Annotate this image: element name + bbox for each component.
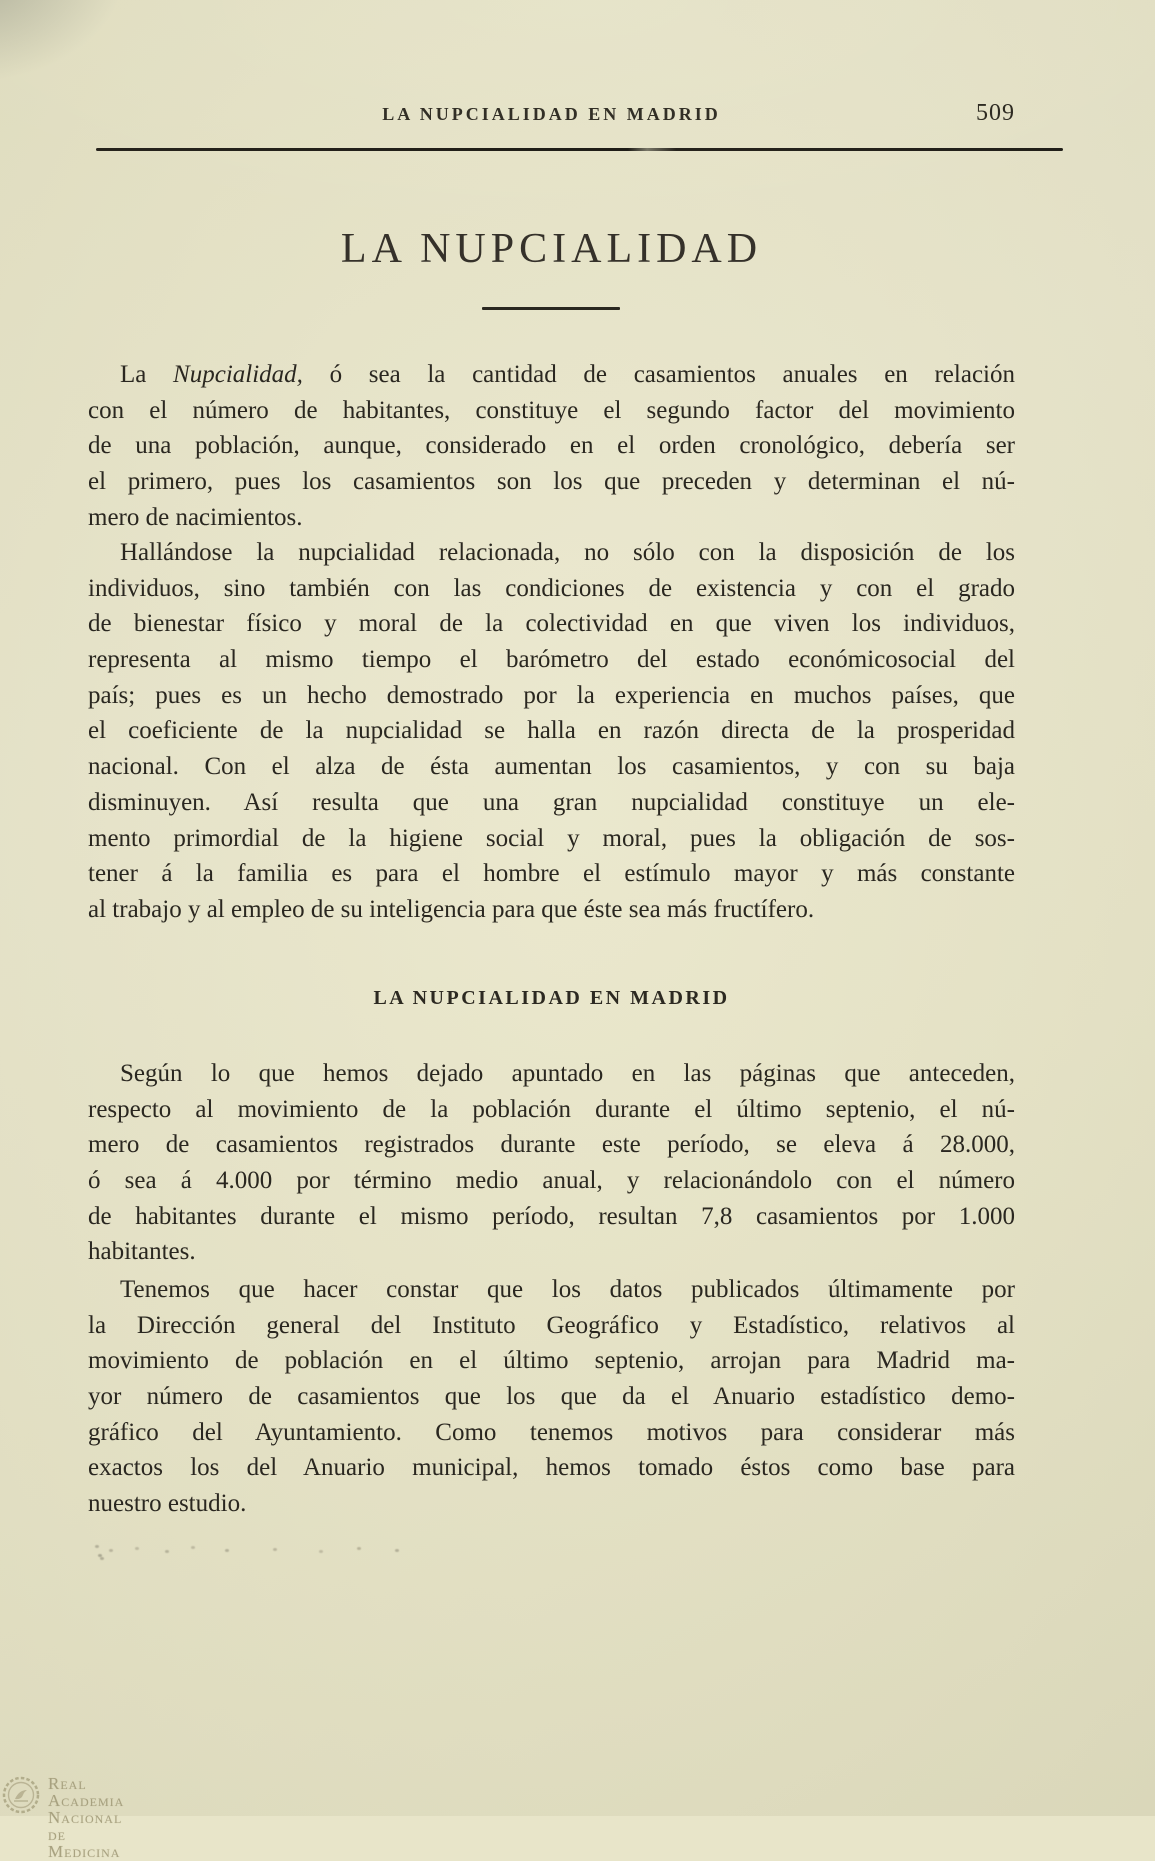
page-number: 509 bbox=[976, 100, 1015, 126]
paragraph-2 bbox=[88, 535, 1015, 928]
text-line: yor número de casamientos que los que da el Anuario estadístico demo- bbox=[88, 1383, 1015, 1411]
title-rule bbox=[482, 307, 620, 310]
header-rule bbox=[96, 148, 1063, 151]
text-line: con el número de habitantes, constituye el segundo factor del movimiento bbox=[88, 396, 1015, 424]
seal-icon bbox=[2, 1776, 40, 1814]
text-line: Según lo que hemos dejado apuntado en las páginas que anteceden, bbox=[120, 1060, 1015, 1087]
text-line: al trabajo y al empleo de su inteligencia para que éste sea más fructífero. bbox=[88, 895, 815, 923]
text-line: ó sea á 4.000 por término medio anual, y relacionándolo con el número bbox=[88, 1167, 1015, 1195]
text-line: respecto al movimiento de la población durante el último septenio, el nú- bbox=[88, 1095, 1015, 1123]
text-line: nacional. Con el alza de ésta aumentan los casamientos, y con su baja bbox=[88, 753, 1015, 781]
text-line: disminuyen. Así resulta que una gran nupcialidad constituye un ele- bbox=[88, 788, 1015, 816]
text-line: país; pues es un hecho demostrado por la experiencia en muchos países, que bbox=[88, 681, 1015, 709]
text-line: Hallándose la nupcialidad relacionada, no sólo con la disposición de los bbox=[120, 539, 1015, 566]
text-line: nuestro estudio. bbox=[88, 1490, 247, 1518]
text-line: de bienestar físico y moral de la colectividad en que viven los individuos, bbox=[88, 610, 1015, 638]
text-line: habitantes. bbox=[88, 1238, 196, 1266]
chapter-title: LA NUPCIALIDAD bbox=[340, 226, 763, 272]
pencil-smudges bbox=[95, 1545, 425, 1561]
paragraph-3 bbox=[88, 1056, 1015, 1270]
text-line: exactos los del Anuario municipal, hemos tomado éstos como base para bbox=[88, 1454, 1015, 1482]
text-line: Tenemos que hacer constar que los datos publicados últimamente por bbox=[120, 1276, 1015, 1303]
paragraph-4 bbox=[88, 1272, 1015, 1522]
text-line: el coeficiente de la nupcialidad se halla en razón directa de la prosperidad bbox=[88, 717, 1015, 745]
text-line: de una población, aunque, considerado en el orden cronológico, debería ser bbox=[88, 432, 1015, 460]
text-line: La Nupcialidad, ó sea la cantidad de casamientos anuales en relación bbox=[120, 361, 1015, 388]
text-line: individuos, sino también con las condiciones de existencia y con el grado bbox=[88, 574, 1015, 602]
running-header-title: LA NUPCIALIDAD EN MADRID bbox=[382, 104, 721, 124]
stamp-line1: Real Academia bbox=[48, 1774, 125, 1810]
text-line: movimiento de población en el último septenio, arrojan para Madrid ma- bbox=[88, 1347, 1015, 1375]
stamp-text bbox=[48, 1775, 124, 1860]
text-line: mento primordial de la higiene social y moral, pues la obligación de sos- bbox=[88, 824, 1015, 852]
text-line: el primero, pues los casamientos son los que preceden y determinan el nú- bbox=[88, 468, 1015, 496]
text-line: representa al mismo tiempo el barómetro del estado económicosocial del bbox=[88, 646, 1015, 674]
text-line: mero de nacimientos. bbox=[88, 503, 303, 531]
text-line: gráfico del Ayuntamiento. Como tenemos motivos para considerar más bbox=[88, 1418, 1015, 1446]
text-line: de habitantes durante el mismo período, resultan 7,8 casamientos por 1.000 bbox=[88, 1202, 1015, 1230]
text-line: la Dirección general del Instituto Geográfico y Estadístico, relativos al bbox=[88, 1311, 1015, 1339]
paragraph-1 bbox=[88, 357, 1015, 535]
text-line: tener á la familia es para el hombre el estímulo mayor y más constante bbox=[88, 860, 1015, 888]
stamp-line2: Nacional de Medicina bbox=[48, 1808, 123, 1861]
text-line: mero de casamientos registrados durante este período, se eleva á 28.000, bbox=[88, 1131, 1015, 1159]
running-header bbox=[88, 100, 1015, 130]
section-heading: LA NUPCIALIDAD EN MADRID bbox=[373, 987, 730, 1009]
